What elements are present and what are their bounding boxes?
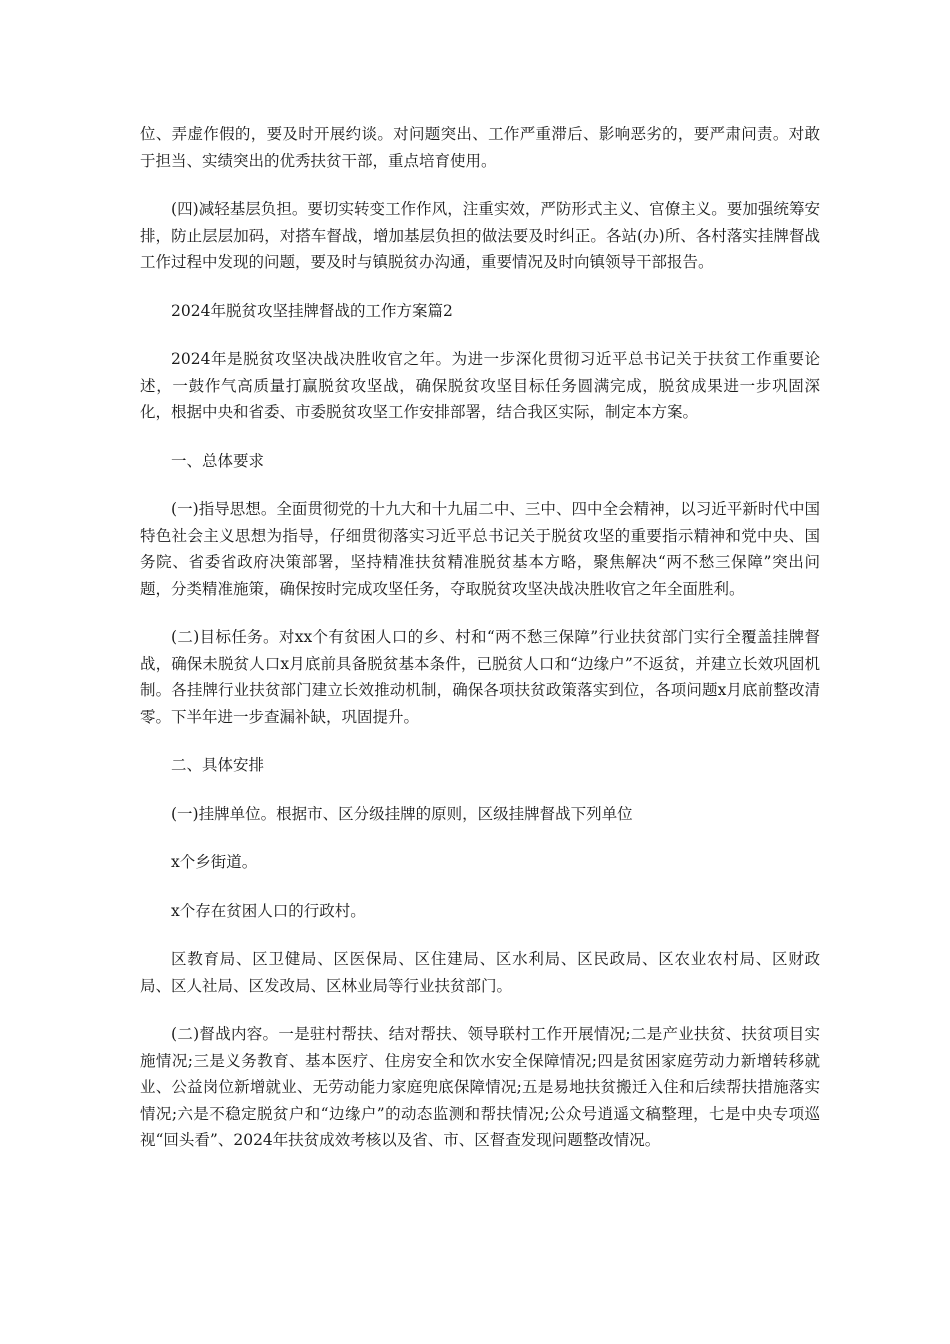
paragraph-listed-units: (一)挂牌单位。根据市、区分级挂牌的原则，区级挂牌督战下列单位 <box>171 804 633 823</box>
list-item-townships: x个乡街道。 <box>171 853 258 871</box>
paragraph-supervision-content: (二)督战内容。一是驻村帮扶、结对帮扶、领导联村工作开展情况;二是产业扶贫、扶贫项目实施情况;三是义务教育、基本医疗、住房安全和饮水安全保障情况;四是贫困家庭劳动力新增转移就业、公益岗位新增就业、无劳动能力家庭兜底保障情况;五是易地扶贫搬迁入住和后续帮扶措施落实情况;六是不稳定脱贫户和“边缘户”的动态监测和帮扶情况;公众号逍遥文稿整理，七是中央专项巡视“回头看”、2024年扶贫成效考核以及省、市、区督查发现问题整改情况。 <box>140 1025 820 1149</box>
section-title-part2: 2024年脱贫攻坚挂牌督战的工作方案篇2 <box>171 301 453 320</box>
document-body <box>140 121 820 1176</box>
heading-general-requirements: 一、总体要求 <box>171 451 265 470</box>
list-item-villages: x个存在贫困人口的行政村。 <box>171 901 366 920</box>
paragraph-accountability: 位、弄虚作假的，要及时开展约谈。对问题突出、工作严重滞后、影响恶劣的，要严肃问责。对敢于担当、实绩突出的优秀扶贫干部，重点培育使用。 <box>140 125 820 170</box>
paragraph-guiding-thought: (一)指导思想。全面贯彻党的十九大和十九届二中、三中、四中全会精神，以习近平新时代中国特色社会主义思想为指导，仔细贯彻落实习近平总书记关于脱贫攻坚的重要指示精神和党中央、国务院、省委省政府决策部署，坚持精准扶贫精准脱贫基本方略，聚焦解决“两不愁三保障”突出问题，分类精准施策，确保按时完成攻坚任务，夺取脱贫攻坚决战决胜收官之年全面胜利。 <box>140 500 820 598</box>
paragraph-intro: 2024年是脱贫攻坚决战决胜收官之年。为进一步深化贯彻习近平总书记关于扶贫工作重要论述，一鼓作气高质量打赢脱贫攻坚战，确保脱贫攻坚目标任务圆满完成，脱贫成果进一步巩固深化，根据中央和省委、市委脱贫攻坚工作安排部署，结合我区实际，制定本方案。 <box>140 350 820 421</box>
heading-specific-arrangements: 二、具体安排 <box>171 756 265 774</box>
paragraph-target-tasks: (二)目标任务。对xx个有贫困人口的乡、村和“两不愁三保障”行业扶贫部门实行全覆盖挂牌督战，确保未脱贫人口x月底前具备脱贫基本条件，已脱贫人口和“边缘户”不返贫，并建立长效巩固机制。各挂牌行业扶贫部门建立长效推动机制，确保各项扶贫政策落实到位，各项问题x月底前整改清零。下半年进一步查漏补缺，巩固提升。 <box>140 628 820 726</box>
list-item-departments: 区教育局、区卫健局、区医保局、区住建局、区水利局、区民政局、区农业农村局、区财政局、区人社局、区发改局、区林业局等行业扶贫部门。 <box>140 950 820 995</box>
paragraph-reduce-burden: (四)减轻基层负担。要切实转变工作作风，注重实效，严防形式主义、官僚主义。要加强统筹安排，防止层层加码，对搭车督战，增加基层负担的做法要及时纠正。各站(办)所、各村落实挂牌督战工作过程中发现的问题，要及时与镇脱贫办沟通，重要情况及时向镇领导干部报告。 <box>140 200 820 271</box>
